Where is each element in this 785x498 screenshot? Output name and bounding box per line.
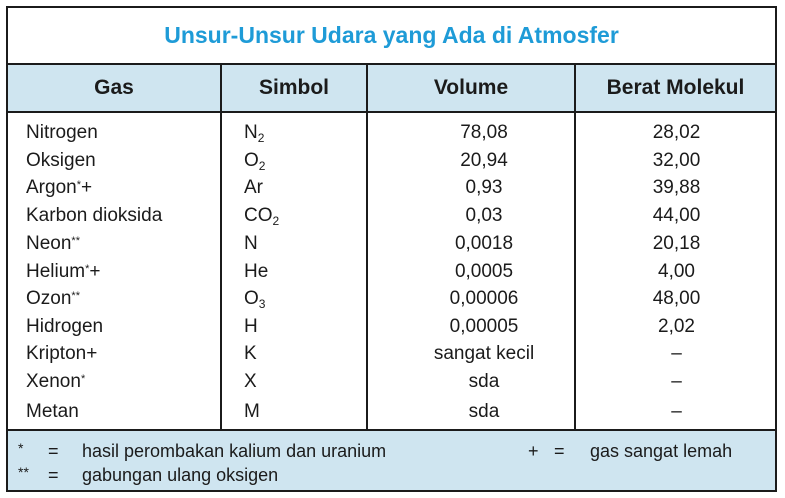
cell-simbol [244,313,258,340]
cell-volume: 0,0018 [454,233,514,254]
cell-volume: sda [468,371,500,392]
gas-table [6,6,777,492]
table-header [8,65,775,113]
table-title: Unsur-Unsur Udara yang Ada di Atmosfer [8,8,775,65]
column-divider [366,65,368,429]
table-body [8,113,775,429]
footnote-plus-eq: = [554,441,565,461]
gas-name: Karbon dioksida [26,205,163,226]
footnote-plus-text: gas sangat lemah [590,441,733,461]
cell-berat-molekul: 39,88 [652,177,701,198]
gas-name: Argon [26,177,77,198]
footnote-star-symbol: * [18,440,24,456]
cell-berat-molekul: – [671,343,682,364]
gas-footnote-mark: * [76,179,81,191]
footnote-star-text: hasil perombakan kalium dan uranium [82,441,387,461]
gas-plus-mark: + [80,177,93,198]
table-row [8,258,775,285]
cell-volume: 20,94 [460,150,508,171]
symbol-subscript: 2 [272,214,280,228]
gas-name: Ozon [26,288,72,309]
footnote-dstar-eq: = [48,465,59,485]
cell-volume: sda [468,401,500,422]
gas-name: Hidrogen [26,316,104,337]
cell-volume: 0,00005 [449,316,519,337]
cell-gas [26,119,98,146]
symbol: X [244,371,257,392]
cell-gas [26,340,97,367]
cell-gas [26,368,85,395]
gas-footnote-mark: * [85,263,90,275]
cell-berat-molekul: 4,00 [658,261,695,282]
cell-simbol [244,285,265,312]
symbol: M [244,401,260,422]
cell-simbol [244,398,260,425]
gas-name: Nitrogen [26,122,98,143]
symbol: Ar [244,177,263,198]
cell-berat-molekul: 20,18 [652,233,701,254]
cell-berat-molekul: – [671,371,682,392]
cell-berat-molekul: 2,02 [658,316,695,337]
cell-volume: 78,08 [460,122,508,143]
cell-volume: 0,93 [465,177,503,198]
cell-gas [26,230,80,257]
gas-plus-mark: + [89,261,101,282]
symbol-subscript: 2 [258,159,266,173]
gas-name: Metan [26,401,79,422]
table-row [8,230,775,257]
table-row [8,285,775,312]
gas-name: Helium [26,261,86,282]
header-gas: Gas [94,76,134,99]
symbol: O [244,288,259,309]
column-divider [574,65,576,429]
cell-gas [26,313,103,340]
symbol: N [244,122,258,143]
cell-volume: 0,00006 [449,288,519,309]
header-berat-molekul: Berat Molekul [606,76,745,99]
table-row [8,202,775,229]
symbol: CO [244,205,273,226]
cell-gas [26,258,101,285]
symbol-subscript: 2 [257,131,265,145]
symbol-subscript: 3 [258,297,266,311]
cell-volume: 0,03 [465,205,503,226]
cell-simbol [244,258,268,285]
symbol: K [244,343,257,364]
cell-simbol [244,230,258,257]
symbol: O [244,150,259,171]
gas-name: Xenon [26,371,81,392]
table-row [8,174,775,201]
gas-footnote-mark: ** [71,235,80,247]
cell-simbol [244,340,257,367]
footnote-plus-symbol: + [528,441,539,461]
table-row [8,340,775,367]
cell-volume: sangat kecil [433,343,535,364]
header-simbol: Simbol [258,76,329,99]
cell-simbol [244,202,279,229]
cell-berat-molekul: – [671,401,682,422]
symbol: He [244,261,269,282]
gas-name: Neon [26,233,72,254]
table-row [8,313,775,340]
table-row [8,119,775,146]
gas-name: Oksigen [26,150,96,171]
gas-footnote-mark: ** [71,290,80,302]
cell-simbol [244,174,263,201]
cell-simbol [244,147,265,174]
footnote-dstar-text: gabungan ulang oksigen [82,465,279,485]
cell-gas [26,147,96,174]
cell-berat-molekul: 44,00 [652,205,701,226]
symbol: N [244,233,258,254]
cell-simbol [244,368,257,395]
gas-footnote-mark: * [80,373,86,385]
table-row [8,368,775,395]
footnotes [8,429,775,490]
table-row [8,398,775,425]
cell-berat-molekul: 32,00 [652,150,701,171]
cell-gas [26,174,92,201]
symbol: H [244,316,258,337]
footnote-dstar-symbol: ** [18,464,29,480]
column-divider [220,65,222,429]
table-row [8,147,775,174]
cell-volume: 0,0005 [454,261,514,282]
gas-name: Kripton+ [26,343,98,364]
cell-gas [26,202,162,229]
cell-gas [26,398,79,425]
cell-gas [26,285,80,312]
footnote-star-eq: = [48,441,59,461]
header-volume: Volume [433,76,509,99]
cell-berat-molekul: 28,02 [652,122,701,143]
cell-berat-molekul: 48,00 [652,288,701,309]
cell-simbol [244,119,264,146]
